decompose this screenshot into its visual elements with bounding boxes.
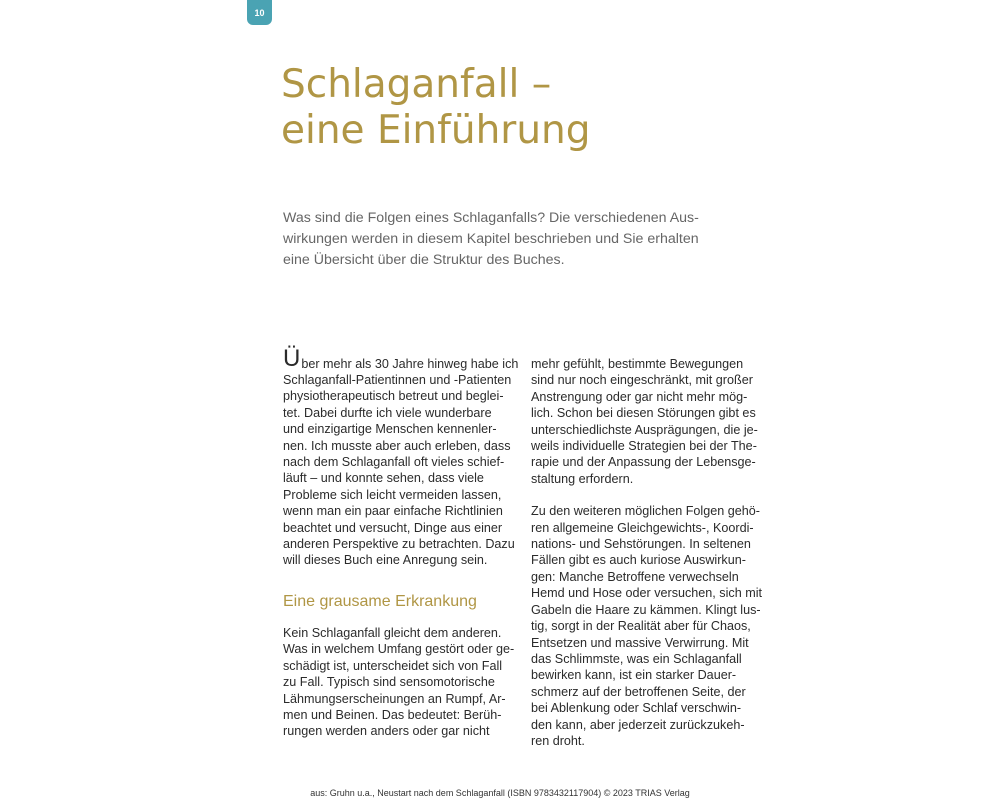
text-line: bewirken kann, ist ein starker Dauer- (531, 668, 737, 683)
text-line: physiotherapeutisch betreut und beglei- (283, 389, 504, 404)
text-line: nen. Ich musste aber auch erleben, dass (283, 438, 511, 453)
text-line: weils individuelle Strategien bei der The- (531, 439, 757, 454)
text-line: rungen werden anders oder gar nicht (283, 724, 490, 739)
left-column (283, 345, 519, 740)
text-line: ren allgemeine Gleichgewichts-, Koordi- (531, 520, 754, 535)
paragraph (283, 372, 515, 569)
text-line: nach dem Schlaganfall oft vieles schief- (283, 455, 505, 470)
text-line: Kein Schlaganfall gleicht dem anderen. (283, 625, 502, 640)
text-line: gen: Manche Betroffene verwechseln (531, 569, 739, 584)
text-line: und einzigartige Menschen kennenler- (283, 422, 497, 437)
right-column (531, 346, 763, 749)
text-line: mehr gefühlt, bestimmte Bewegungen (531, 357, 744, 371)
paragraph (531, 503, 763, 749)
text-line: will dieses Buch eine Anregung sein. (283, 553, 488, 568)
text-line: läuft – und konnte sehen, dass viele (283, 471, 484, 486)
text-line: tig, sorgt in der Realität aber für Chaos, (531, 619, 751, 634)
text-line: rapie und der Anpassung der Lebensge- (531, 455, 756, 470)
text-line: Hemd und Hose oder versuchen, sich mit (531, 586, 762, 601)
chapter-title-line: Schlaganfall – (281, 62, 552, 107)
text-line: Fällen gibt es auch kuriose Auswirkun- (531, 553, 746, 568)
paragraph (531, 356, 763, 487)
first-line (283, 345, 519, 372)
text-line: schmerz auf der betroffenen Seite, der (531, 684, 746, 699)
text-line: den kann, aber jederzeit zurückzukeh- (531, 717, 745, 732)
text-line: schädigt ist, unterscheidet sich von Fall (283, 658, 503, 673)
text-line: Zu den weiteren möglichen Folgen gehö- (531, 504, 760, 519)
text-line: ren droht. (531, 733, 585, 748)
text-line: zu Fall. Typisch sind sensomotorische (283, 675, 495, 690)
section-heading: Eine grausame Erkrankung (283, 592, 477, 610)
text-line: sind nur noch eingeschränkt, mit großer (531, 373, 753, 388)
text-line: men und Beinen. Das bedeutet: Berüh- (283, 707, 502, 722)
text-line: unterschiedlichste Ausprägungen, die je- (531, 422, 758, 437)
first-line-text: ber mehr als 30 Jahre hinweg habe ich (301, 356, 519, 371)
copyright-footer: aus: Gruhn u.a., Neustart nach dem Schlaganfall (ISBN 9783432117904) © 2023 TRIAS Verlag (310, 788, 690, 798)
text-line: lich. Schon bei diesen Störungen gibt es (531, 406, 756, 421)
text-line: Probleme sich leicht vermeiden lassen, (283, 487, 502, 502)
text-line: Was in welchem Umfang gestört oder ge- (283, 642, 515, 657)
text-line: das Schlimmste, was ein Schlaganfall (531, 651, 742, 666)
text-line: wenn man ein paar einfache Richtlinien (283, 504, 503, 519)
paragraph-gap (531, 487, 763, 503)
text-line: Lähmungserscheinungen an Rumpf, Ar- (283, 691, 506, 706)
chapter-intro (283, 208, 743, 271)
text-line: Schlaganfall-Patientinnen und -Patienten (283, 373, 512, 387)
intro-line: eine Übersicht über die Struktur des Buches. (283, 252, 565, 268)
text-line: Entsetzen und massive Verwirrung. Mit (531, 635, 749, 650)
intro-line: Was sind die Folgen eines Schlaganfalls? Die verschiedenen Aus- (283, 210, 699, 226)
text-line: tet. Dabei durfte ich viele wunderbare (283, 405, 492, 420)
paragraph (283, 625, 515, 740)
text-line: anderen Perspektive zu betrachten. Dazu (283, 537, 515, 552)
text-line: beachtet und versucht, Dinge aus einer (283, 520, 503, 535)
text-line: Gabeln die Haare zu kämmen. Klingt lus- (531, 602, 761, 617)
text-line: nations- und Sehstörungen. In seltenen (531, 537, 751, 552)
text-line: Anstrengung oder gar nicht mehr mög- (531, 389, 748, 404)
chapter-title (281, 62, 591, 154)
text-line: staltung erfordern. (531, 471, 634, 486)
page-number-badge: 10 (247, 0, 272, 25)
drop-cap: Ü (283, 345, 301, 372)
chapter-title-line: eine Einführung (281, 108, 591, 153)
intro-line: wirkungen werden in diesem Kapitel beschrieben und Sie erhalten (283, 231, 699, 247)
text-line: bei Ablenkung oder Schlaf verschwin- (531, 701, 742, 716)
